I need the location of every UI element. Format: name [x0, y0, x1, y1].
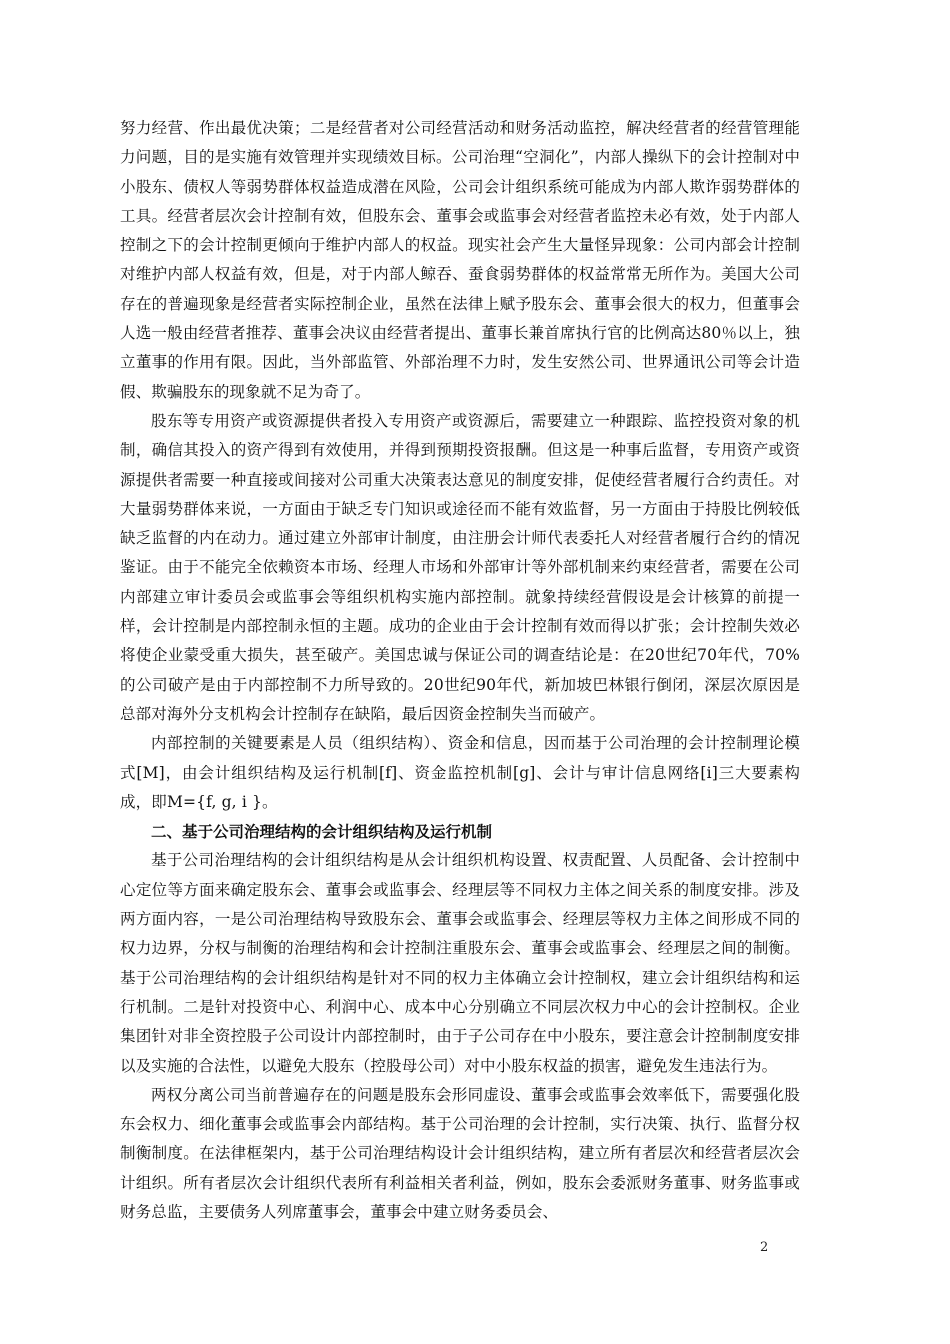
paragraph-shareholder-monitoring: 股东等专用资产或资源提供者投入专用资产或资源后，需要建立一种跟踪、监控投资对象的机制，确信其投入的资产得到有效使用，并得到预期投资报酬。但这是一种事后监督，专用资产或资源提供者需要一种直接或间接对公司重大决策表达意见的制度安排，促使经营者履行合约责任。对大量弱势群体来说，一方面由于缺乏专门知识或途径而不能有效监督，另一方面由于持股比例较低缺乏监督的内在动力。通过建立外部审计制度，由注册会计师代表委托人对经营者履行合约的情况鉴证。由于不能完全依赖资本市场、经理人市场和外部审计等外部机制来约束经营者，需要在公司内部建立审计委员会或监事会等组织机构实施内部控制。就象持续经营假设是会计核算的前提一样，会计控制是内部控制永恒的主题。成功的企业由于会计控制有效而得以扩张；会计控制失效必将使企业蒙受重大损失，甚至破产。美国忠诚与保证公司的调查结论是：在20世纪70年代，70%的公司破产是由于内部控制不力所导致的。20世纪90年代，新加坡巴林银行倒闭，深层次原因是总部对海外分支机构会计控制存在缺陷，最后因资金控制失当而破产。 [120, 411, 800, 723]
section-heading: 二、基于公司治理结构的会计组织结构及运行机制 [151, 822, 493, 842]
page-number: 2 [760, 1240, 769, 1255]
paragraph-accounting-organization: 基于公司治理结构的会计组织结构是从会计组织机构设置、权责配置、人员配备、会计控制中心定位等方面来确定股东会、董事会或监事会、经理层等不同权力主体之间关系的制度安排。涉及两方面内容，一是公司治理结构导致股东会、董事会或监事会、经理层等权力主体之间形成不同的权力边界，分权与制衡的治理结构和会计控制注重股东会、董事会或监事会、经理层之间的制衡。基于公司治理结构的会计组织结构是针对不同的权力主体确立会计控制权，建立会计组织结构和运行机制。二是针对投资中心、利润中心、成本中心分别确立不同层次权力中心的会计控制权。企业集团针对非全资控股子公司设计内部控制时，由于子公司存在中小股东，要注意会计控制制度安排以及实施的合法性，以避免大股东（控股母公司）对中小股东权益的损害，避免发生违法行为。 [120, 851, 800, 1075]
paragraph-separation-of-powers: 两权分离公司当前普遍存在的问题是股东会形同虚设、董事会或监事会效率低下，需要强化股东会权力、细化董事会或监事会内部结构。基于公司治理的会计控制，实行决策、执行、监督分权制衡制度。在法律框架内，基于公司治理结构设计会计组织结构，建立所有者层次和经营者层次会计组织。所有者层次会计组织代表所有利益相关者利益，例如，股东会委派财务董事、财务监事或财务总监，主要债务人列席董事会，董事会中建立财务委员会、 [120, 1085, 800, 1221]
body-text [120, 114, 800, 1227]
paragraph-continuation: 努力经营、作出最优决策；二是经营者对公司经营活动和财务活动监控，解决经营者的经营管理能力问题，目的是实施有效管理并实现绩效目标。公司治理“空洞化”，内部人操纵下的会计控制对中小股东、债权人等弱势群体权益造成潜在风险，公司会计组织系统可能成为内部人欺诈弱势群体的工具。经营者层次会计控制有效，但股东会、董事会或监事会对经营者监控未必有效，处于内部人控制之下的会计控制更倾向于维护内部人的权益。现实社会产生大量怪异现象：公司内部会计控制对维护内部人权益有效，但是，对于内部人鲸吞、蚕食弱势群体的权益常常无所作为。美国大公司存在的普遍现象是经营者实际控制企业，虽然在法律上赋予股东会、董事会很大的权力，但董事会人选一般由经营者推荐、董事会决议由经营者提出、董事长兼首席执行官的比例高达80％以上，独立董事的作用有限。因此，当外部监管、外部治理不力时，发生安然公司、世界通讯公司等会计造假、欺骗股东的现象就不足为奇了。 [120, 119, 800, 401]
paragraph-control-elements: 内部控制的关键要素是人员（组织结构）、资金和信息，因而基于公司治理的会计控制理论模式[M]，由会计组织结构及运行机制[f]、资金监控机制[g]、会计与审计信息网络[i]三大要素构成，即M={f, g, i }。 [120, 734, 800, 811]
